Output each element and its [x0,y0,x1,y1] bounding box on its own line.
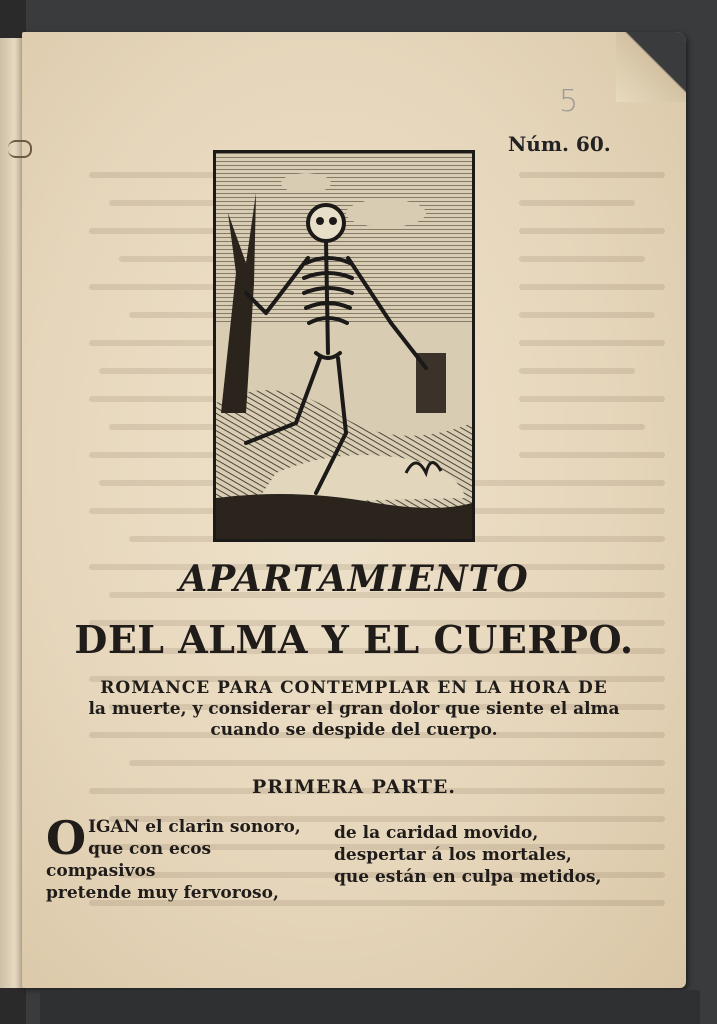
scan-background-strip [40,990,700,1024]
verse-column-right [334,822,634,888]
verse-line: de la caridad movido, [334,823,539,843]
verse-line: despertar á los mortales, [334,845,572,865]
issue-number: Núm. 60. [508,132,611,156]
verse-line: IGAN el clarin sonoro, [88,817,301,837]
pencil-page-number: 5 [559,84,579,119]
verse-line: que con ecos compasivos [46,839,212,881]
verse-line: pretende muy fervoroso, [46,883,279,903]
subtitle-line-3: cuando se despide del cuerpo. [210,720,498,740]
title-line-1: APARTAMIENTO [179,558,529,600]
woodcut-illustration [213,150,475,542]
page-corner-fold [616,32,686,102]
subtitle [42,678,666,741]
subtitle-line-2: la muerte, y considerar el gran dolor que siente el alma [88,699,620,719]
verse-line: que están en culpa metidos, [334,867,602,887]
drop-cap: O [46,811,87,865]
binding-thread [8,140,32,158]
title-line-2: DEL ALMA Y EL CUERPO. [74,617,634,662]
verse-column-left [46,811,316,904]
section-heading: PRIMERA PARTE. [252,776,456,798]
document-page [22,32,686,988]
subtitle-line-1: ROMANCE PARA CONTEMPLAR EN LA HORA DE [100,678,608,698]
